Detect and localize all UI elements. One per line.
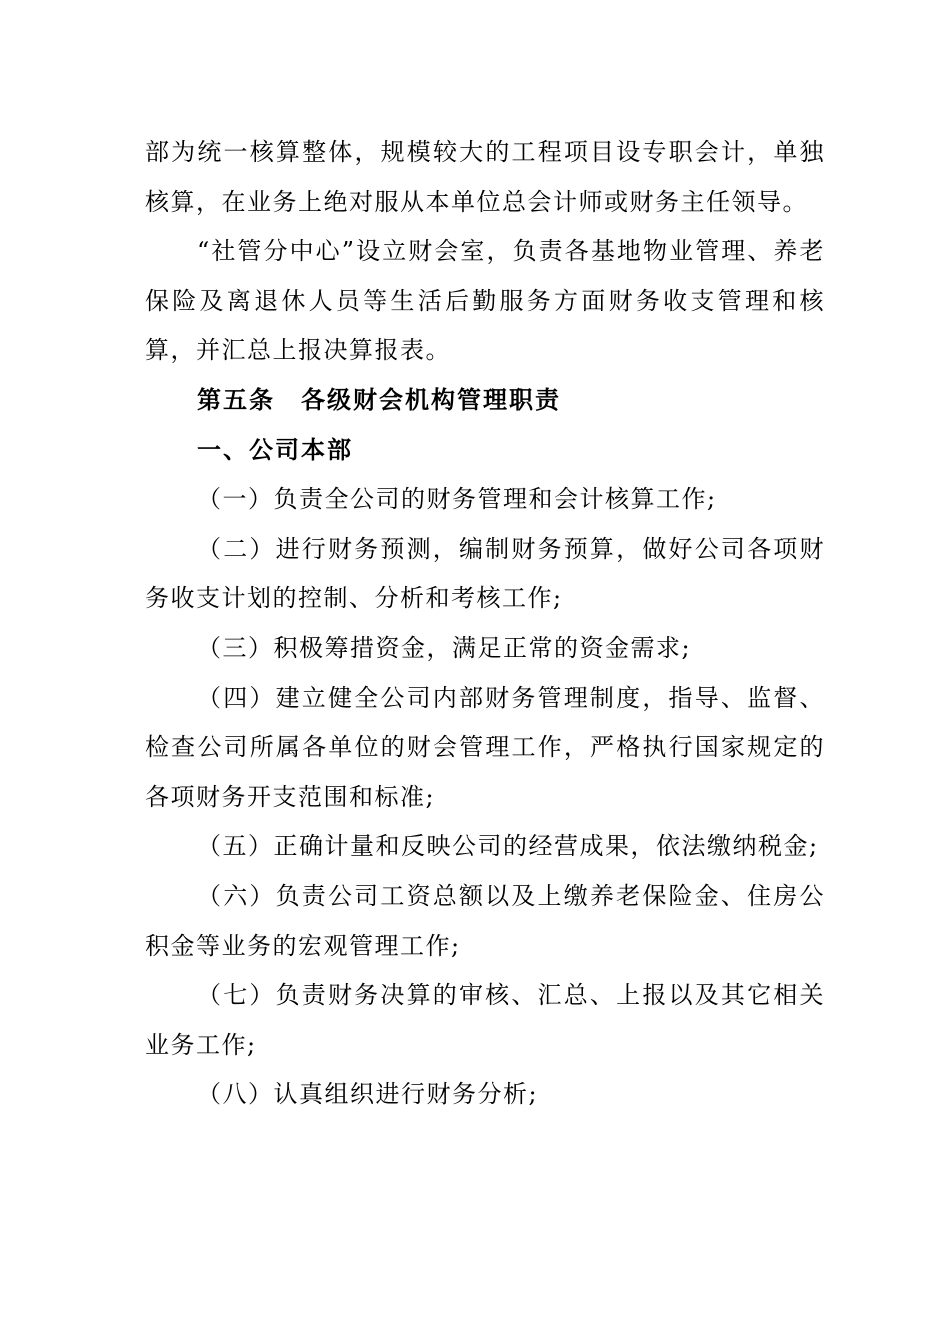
document-body <box>145 128 825 1120</box>
paragraph-continuation: 部为统一核算整体，规模较大的工程项目设专职会计，单独核算，在业务上绝对服从本单位总会计师或财务主任领导。 <box>145 138 825 216</box>
list-item-7: （七）负责财务决算的审核、汇总、上报以及其它相关业务工作; <box>145 981 825 1059</box>
paragraph-social-management-center: “社管分中心”设立财会室，负责各基地物业管理、养老保险及离退休人员等生活后勤服务方面财务收支管理和核算，并汇总上报决算报表。 <box>145 237 825 365</box>
list-item-5: （五）正确计量和反映公司的经营成果，依法缴纳税金; <box>197 832 819 861</box>
section-heading: 一、公司本部 <box>197 435 353 464</box>
article-heading <box>145 376 825 426</box>
list-item-1: （一）负责全公司的财务管理和会计核算工作; <box>197 485 717 514</box>
list-item-6: （六）负责公司工资总额以及上缴养老保险金、住房公积金等业务的宏观管理工作; <box>145 881 825 960</box>
article-number: 第五条 <box>197 385 275 414</box>
list-item-4: （四）建立健全公司内部财务管理制度，指导、监督、检查公司所属各单位的财会管理工作，严格执行国家规定的各项财务开支范围和标准; <box>145 683 825 811</box>
article-title: 各级财会机构管理职责 <box>301 385 561 414</box>
list-item-2: （二）进行财务预测，编制财务预算，做好公司各项财务收支计划的控制、分析和考核工作; <box>145 534 825 613</box>
list-item-8: （八）认真组织进行财务分析; <box>197 1080 539 1109</box>
list-item-3: （三）积极筹措资金，满足正常的资金需求; <box>197 633 692 662</box>
